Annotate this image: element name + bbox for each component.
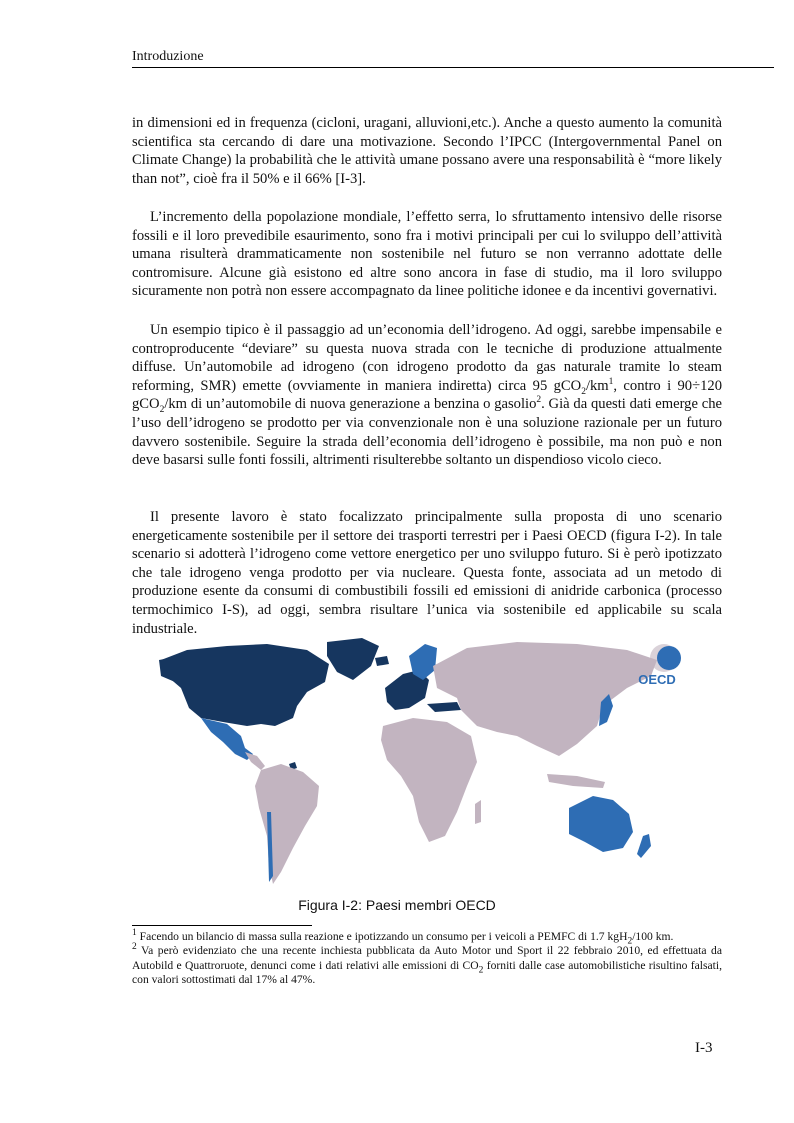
paragraph-1: in dimensioni ed in frequenza (cicloni, uragani, alluvioni,etc.). Anche a questo aumento la comunità scientifica sta cercando di dare una motivazione. Secondo l’IPCC (Intergovernmental Panel on Climate Change) la probabilità che le attività umane possano avere una responsabilità è “more likely than not”, cioè fra il 50% e il 66% [I-3]. (132, 115, 722, 187)
p3-text-b: /km (585, 377, 609, 394)
africa-shape (381, 718, 477, 842)
figure-caption: Figura I-2: Paesi membri OECD (298, 897, 496, 913)
p3-text-c: , contro i 90÷120 gCO (132, 377, 722, 413)
footnote-2-text-a: Va però evidenziato che una recente inchiesta pubblicata da Auto Motor und Sport il 22 febbraio 2010, ed effettuata da Autobild e Quattroruote, denunci come i dati relativi alle emissioni di CO (132, 944, 722, 972)
north-america-shape (161, 644, 329, 726)
madagascar-shape (475, 800, 481, 824)
south-america-shape (255, 764, 319, 884)
footnote-rule (132, 925, 312, 926)
footnote-ref-2[interactable]: 2 (536, 395, 542, 406)
new-zealand-shape (637, 834, 651, 858)
footnote-1 (132, 928, 722, 947)
iceland-shape (375, 656, 389, 666)
page-number: I-3 (695, 1040, 713, 1056)
p3-sub-2: 2 (159, 405, 165, 416)
oecd-world-map-figure (157, 636, 701, 888)
australia-shape (569, 796, 633, 852)
footnote-1-text-b: /100 km. (632, 930, 674, 943)
turkey-shape (427, 702, 461, 712)
p3-text-e: . Già da questi dati emerge che l’uso dell’idrogeno se prodotto per via convenzionale non è una soluzione razionale per un futuro davvero sostenibile. Seguire la strada dell’economia dell’idrogeno è possibile, ma non può e non deve basarsi sulle fonti fossili, altrimenti risulterebbe soltanto un dispendioso vicolo cieco. (132, 396, 722, 469)
footnote-ref-1[interactable]: 1 (608, 376, 614, 387)
p3-sub-1: 2 (581, 386, 586, 397)
paragraph-3 (132, 321, 722, 470)
world-map (157, 636, 701, 888)
oecd-logo-text: OECD (638, 672, 676, 687)
header-title: Introduzione (132, 49, 204, 64)
footnote-2-sub: 2 (478, 965, 484, 976)
greenland-shape (327, 638, 379, 680)
p3-text-a: Un esempio tipico è il passaggio ad un’economia dell’idrogeno. Ad oggi, sarebbe impensabile e controproducente “deviare” su questa nuova strada con le tecniche di produzione attualmente diffuse. Un’automobile ad idrogeno (con idrogeno prodotto da gas naturale tramite lo steam reforming, SMR) emette (ovviamente in maniera indiretta) circa 95 gCO (132, 322, 722, 394)
central-america-shape (245, 752, 265, 770)
paragraph-2: L’incremento della popolazione mondiale, l’effetto serra, lo sfruttamento intensivo delle risorse fossili e il loro prevedibile esaurimento, sono fra i motivi principali per cui lo sviluppo dell’attività umana risulterà drammaticamente non sostenibile nel futuro se non verranno adottate delle contromisure. Alcune già esistono ed altre sono ancora in fase di studio, ma il loro sviluppo sicuramente non potrà non essere accompagnato da linee politiche idonee e da incentivi governativi. (132, 209, 722, 300)
footnote-2-mark: 2 (132, 942, 137, 953)
footnote-2-text-b: forniti dalle case automobilistiche risultino falsati, con valori sottostimati dal 17% al 47%. (132, 958, 722, 987)
footnote-1-sub: 2 (627, 936, 633, 947)
footnote-1-text-a: Facendo un bilancio di massa sulla reazione e ipotizzando un consumo per i veicoli a PEMFC di 1.7 kgH (136, 930, 628, 943)
oecd-logo-dot-icon (657, 646, 681, 670)
indonesia-shape (547, 774, 605, 788)
p3-text-d: /km di un’automobile di nuova generazione a benzina o gasolio (164, 396, 537, 413)
footnotes (132, 930, 722, 988)
paragraph-4: Il presente lavoro è stato focalizzato principalmente sulla proposta di uno scenario energeticamente sostenibile per il settore dei trasporti terrestri per i Paesi OECD (figura I-2). In tale scenario si adotterà l’idrogeno come vettore energetico per uno sviluppo futuro. Si è però ipotizzato che tale idrogeno venga prodotto per via nucleare. Questa fonte, associata ad un metodo di produzione esente da consumi di combustibili fossili ed emissioni di anidride carbonica (processo termochimico I-S), ad oggi, sembra risultare l’unica via sostenibile ed applicabile su scala industriale. (132, 509, 722, 637)
running-header (132, 48, 774, 68)
footnote-1-mark: 1 (132, 928, 137, 939)
footnote-2 (132, 944, 722, 987)
